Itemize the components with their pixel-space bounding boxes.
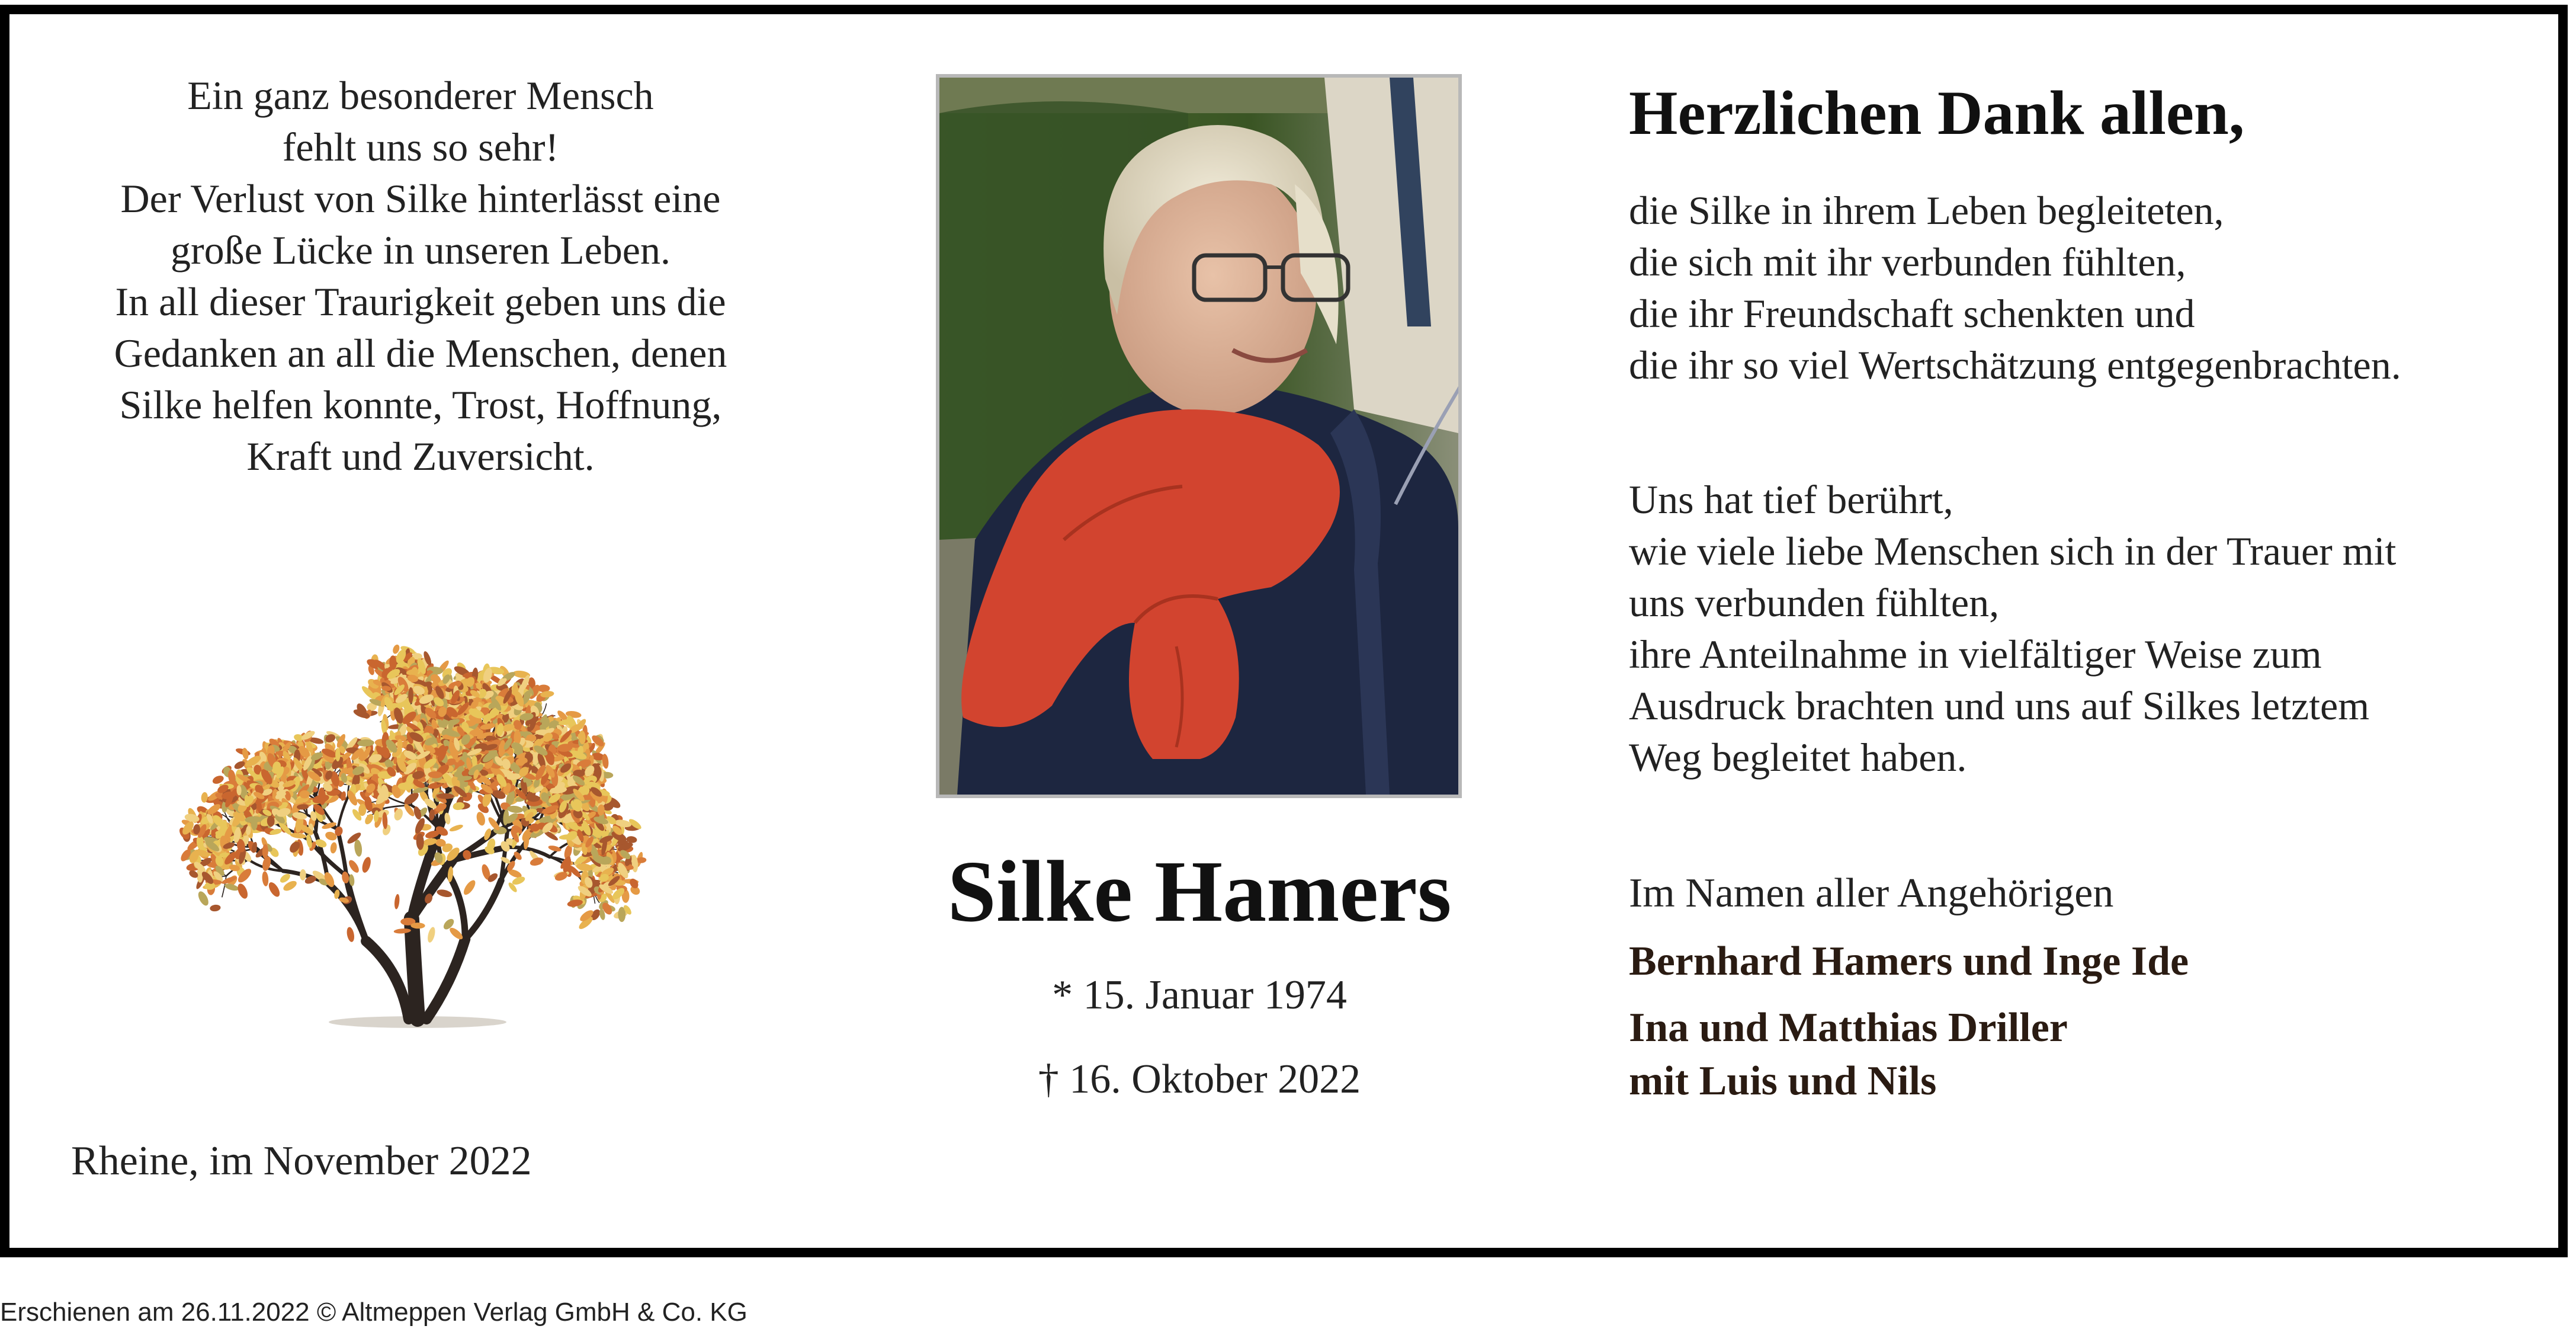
leaf-icon [449,824,464,833]
signer-group-2 [1629,1001,2068,1108]
leaf-icon [329,842,337,854]
leaf-icon [267,880,282,898]
poem-line: fehlt uns so sehr! [282,124,559,169]
poem [59,70,782,482]
leaf-icon [426,926,437,943]
birth-date: * 15. Januar 1974 [1052,972,1347,1018]
death-date: † 16. Oktober 2022 [1038,1056,1361,1102]
place-date: Rheine, im November 2022 [71,1138,532,1184]
thanks-heading: Herzlichen Dank allen, [1629,78,2245,148]
signoff: Im Namen aller Angehörigen [1629,870,2114,916]
paragraph-line: die sich mit ihr verbunden fühlten, [1629,239,2186,284]
leaf-icon [262,871,270,886]
paragraph-line: die ihr Freundschaft schenkten und [1629,291,2195,336]
signer-line: Bernhard Hamers und Inge Ide [1629,939,2189,984]
poem-line: Kraft und Zuversicht. [246,434,595,479]
thanks-paragraph-2 [1629,474,2396,783]
paragraph-line: Ausdruck brachten und uns auf Silkes letztem [1629,683,2370,728]
leaf-icon [475,811,486,827]
leaf-icon [335,748,340,761]
leaf-icon [300,869,306,880]
leaf-icon [347,859,361,875]
poem-line: Gedanken an all die Menschen, denen [114,331,727,376]
leaf-icon [471,755,477,767]
leaf-icon [530,824,540,832]
leaf-icon [346,927,355,943]
signer-line: mit Luis und Nils [1629,1058,1937,1104]
tree-icon [139,557,708,1043]
paragraph-line: Weg begleitet haben. [1629,735,1967,780]
leaf-icon [461,878,477,896]
leaf-icon [236,882,249,900]
signer-line: Ina und Matthias Driller [1629,1005,2068,1051]
leaf-icon [408,687,413,703]
thanks-paragraph-1 [1629,185,2401,391]
paragraph-line: die Silke in ihrem Leben begleiteten, [1629,188,2224,233]
portrait-photo [936,74,1462,798]
paragraph-line: uns verbunden fühlten, [1629,580,2000,625]
deceased-name: Silke Hamers [947,843,1452,940]
paragraph-line: die ihr so viel Wertschätzung entgegenbrachten. [1629,342,2401,388]
signer-group-1 [1629,935,2189,988]
leaf-icon [211,774,225,785]
paragraph-line: Uns hat tief berührt, [1629,477,1953,522]
paragraph-line: ihre Anteilnahme in vielfältiger Weise zum [1629,632,2322,677]
paragraph-line: wie viele liebe Menschen sich in der Trauer mit [1629,529,2397,574]
poem-line: Silke helfen konnte, Trost, Hoffnung, [119,382,722,427]
tree-illustration [139,557,708,1043]
leaf-icon [436,888,453,898]
poem-line: In all dieser Traurigkeit geben uns die [115,279,726,324]
portrait-icon [939,78,1458,795]
poem-line: Ein ganz besonderer Mensch [187,73,654,118]
leaf-icon [394,894,400,909]
poem-line: Der Verlust von Silke hinterlässt eine [120,176,721,221]
leaf-icon [210,904,221,912]
leaf-icon [361,856,373,874]
publication-footer: Erschienen am 26.11.2022 © Altmeppen Verlag GmbH & Co. KG [0,1298,748,1327]
poem-line: große Lücke in unseren Leben. [171,228,671,273]
leaf-icon [354,839,363,857]
